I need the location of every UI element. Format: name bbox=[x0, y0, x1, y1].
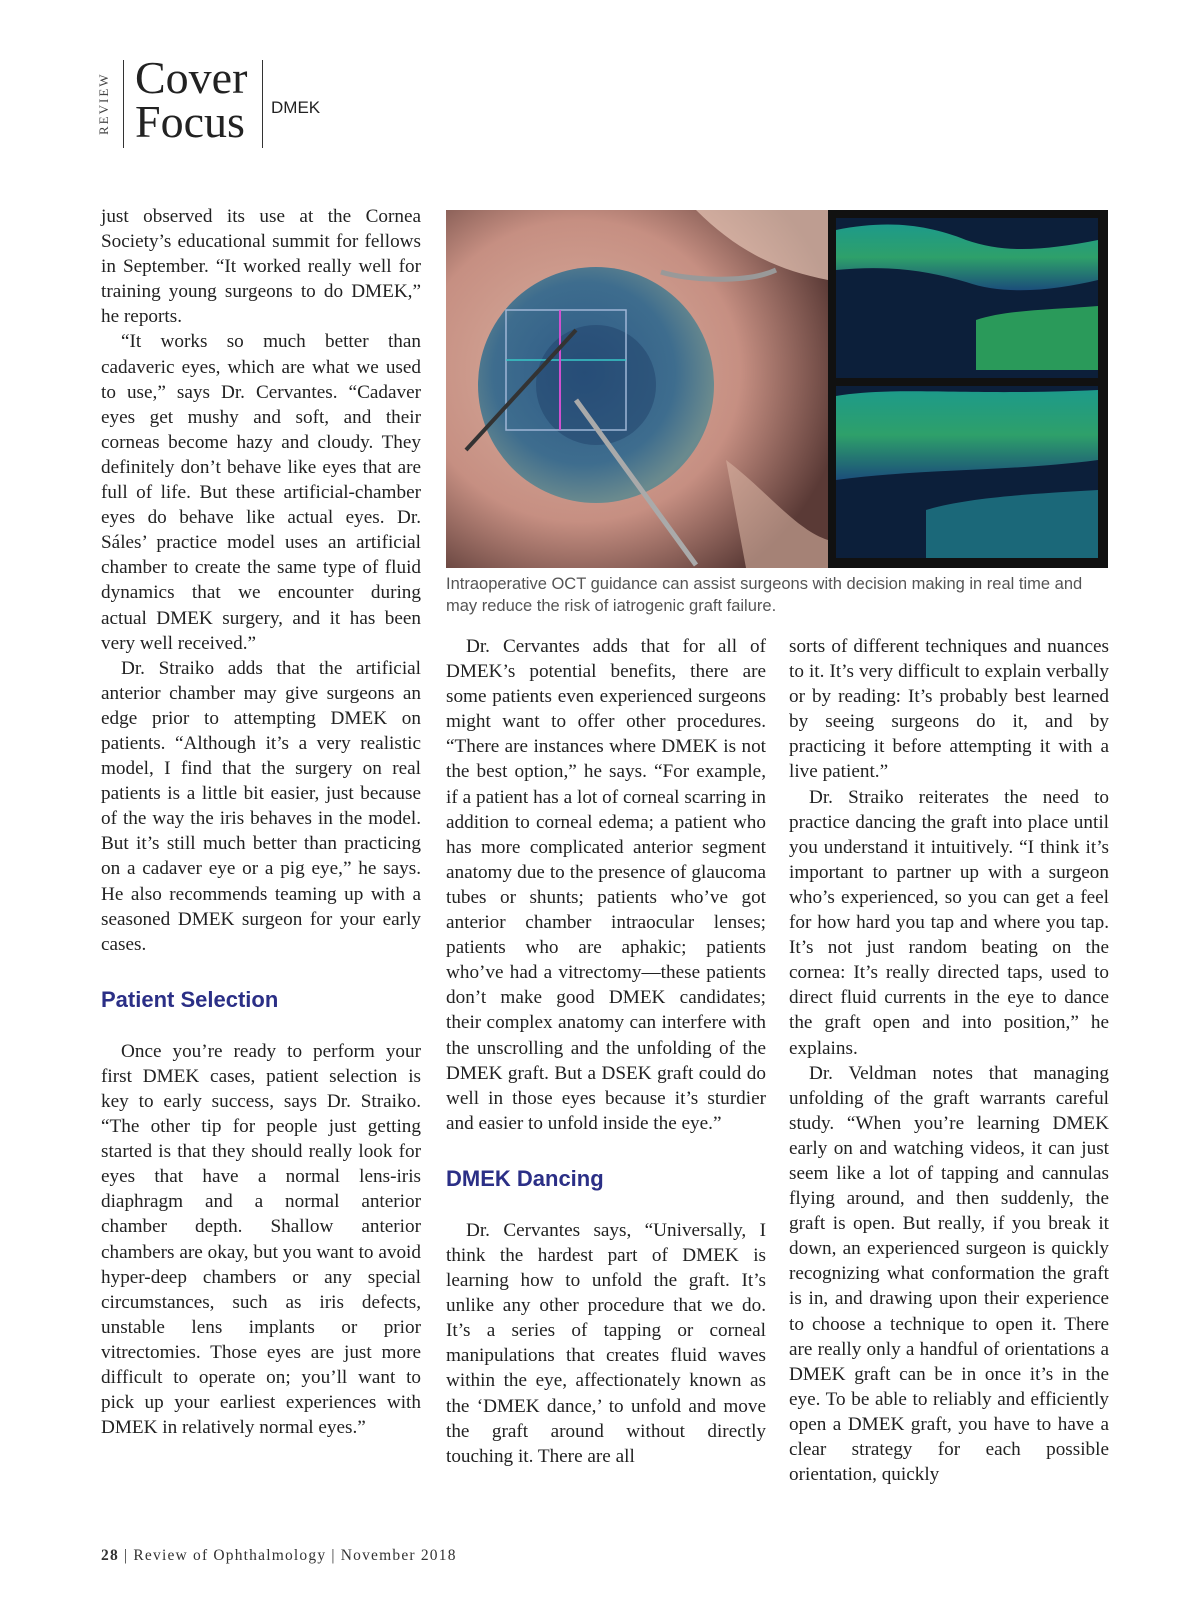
page-number: 28 bbox=[101, 1547, 119, 1564]
paragraph: Once you’re ready to perform your first DMEK cases, patient selection is key to early success, says Dr. Straiko. “The other tip for people just getting started is that they should really look for eyes that have a normal lens-iris diaphragm and a normal anterior chamber depth. Shallow anterior chambers are okay, but you want to avoid hyper-deep chambers or any special circumstances, such as iris defects, unstable lens implants or prior vitrectomies. Those eyes are just more difficult to operate on; you’ll want to pick up your earliest experiences with DMEK in relatively normal eyes.” bbox=[101, 1040, 421, 1439]
paragraph: Dr. Veldman notes that managing unfolding of the graft warrants careful study. “When you’re learning DMEK early on and watching videos, it can just seem like a lot of tapping and cannulas flying around, and then suddenly, the graft is open. But really, if you break it down, an experienced surgeon is quickly recognizing what conformation the graft is in, and drawing upon their experience to choose a technique to open it. There are really only a handful of orientations a DMEK graft can be in once it’s in the eye. To be able to reliably and efficiently open a DMEK graft, you have to have a clear strategy for each possible orientation, quickly bbox=[789, 1062, 1109, 1486]
figure-caption: Intraoperative OCT guidance can assist surgeons with decision making in real time and may reduce the risk of iatrogenic graft failure. bbox=[446, 575, 1083, 615]
section-label-review: REVIEW bbox=[96, 72, 111, 136]
subheading-patient-selection: Patient Selection bbox=[101, 986, 279, 1012]
page-footer bbox=[101, 1547, 457, 1565]
header-divider bbox=[123, 60, 124, 148]
section-title-line2: Focus bbox=[135, 96, 245, 147]
article-column-2 bbox=[446, 634, 766, 1469]
issue-date: November 2018 bbox=[340, 1547, 457, 1564]
footer-separator: | bbox=[123, 1547, 129, 1564]
paragraph: Dr. Cervantes says, “Universally, I think the hardest part of DMEK is learning how to unfold the graft. It’s unlike any other procedure that we do. It’s a series of tapping or corneal manipulations that creates fluid waves within the eye, affectionately known as the ‘DMEK dance,’ to unfold and move the graft around without directly touching it. There are all bbox=[446, 1219, 766, 1467]
section-topic: DMEK bbox=[271, 98, 321, 117]
header-divider bbox=[262, 60, 263, 148]
subheading-dmek-dancing: DMEK Dancing bbox=[446, 1165, 604, 1191]
paragraph: Dr. Straiko reiterates the need to practice dancing the graft into place until you understand it intuitively. “I think it’s important to partner up with a surgeon who’s experienced, so you can get a feel for how hard you tap and where you tap. It’s not just random beating on the cornea: It’s really directed taps, used to direct fluid currents in the eye to dance the graft open and into position,” he explains. bbox=[789, 786, 1109, 1059]
surgical-oct-figure bbox=[446, 210, 1108, 568]
footer-separator: | bbox=[331, 1547, 336, 1564]
paragraph: sorts of different techniques and nuances to it. It’s very difficult to explain verbally or by reading: It’s probably best learned by seeing surgeons do it, and by practicing it before attempting it with a live patient.” bbox=[789, 636, 1109, 783]
article-column-1 bbox=[101, 204, 421, 1440]
paragraph: “It works so much better than cadaveric eyes, which are what we used to use,” says Dr. Cervantes. “Cadaver eyes get mushy and soft, and their corneas become hazy and cloudy. They definitely don’t behave like eyes that are full of life. But these artificial-chamber eyes do behave like actual eyes. Dr. Sáles’ practice model uses an artificial chamber to create the same type of fluid dynamics that we encounter during actual DMEK surgery, and it has been very well received.” bbox=[101, 331, 421, 654]
section-title bbox=[135, 52, 248, 147]
publication-name: Review of Ophthalmology bbox=[133, 1547, 327, 1564]
paragraph: Dr. Cervantes adds that for all of DMEK’s potential benefits, there are some patients even experienced surgeons might want to offer other procedures. “There are instances where DMEK is not the best option,” he says. “For example, if a patient has a lot of corneal scarring in addition to corneal edema; a patient who has more complicated anterior segment anatomy due to the presence of glaucoma tubes or shunts; patients who’ve got anterior chamber intraocular lenses; patients who are aphakic; patients who’ve had a vitrectomy—these patients don’t make good DMEK candidates; their complex anatomy can interfere with the unscrolling and the unfolding of the DMEK graft. But a DSEK graft could do well in those eyes because it’s sturdier and easier to unfold inside the eye.” bbox=[446, 636, 766, 1134]
section-title-line1: Cover bbox=[135, 52, 248, 103]
article-column-3 bbox=[789, 634, 1109, 1487]
paragraph: Dr. Straiko adds that the artificial anterior chamber may give surgeons an edge prior to attempting DMEK on patients. “Although it’s a very realistic model, I find that the surgery on real patients is a little bit easier, just because of the way the iris behaves in the model. But it’s still much better than practicing on a cadaver eye or a pig eye,” he says. He also recommends teaming up with a seasoned DMEK surgeon for your early cases. bbox=[101, 657, 421, 955]
paragraph: just observed its use at the Cornea Society’s educational summit for fellows in September. “It worked really well for training young surgeons to do DMEK,” he reports. bbox=[101, 206, 421, 328]
figure-image bbox=[446, 210, 1108, 568]
